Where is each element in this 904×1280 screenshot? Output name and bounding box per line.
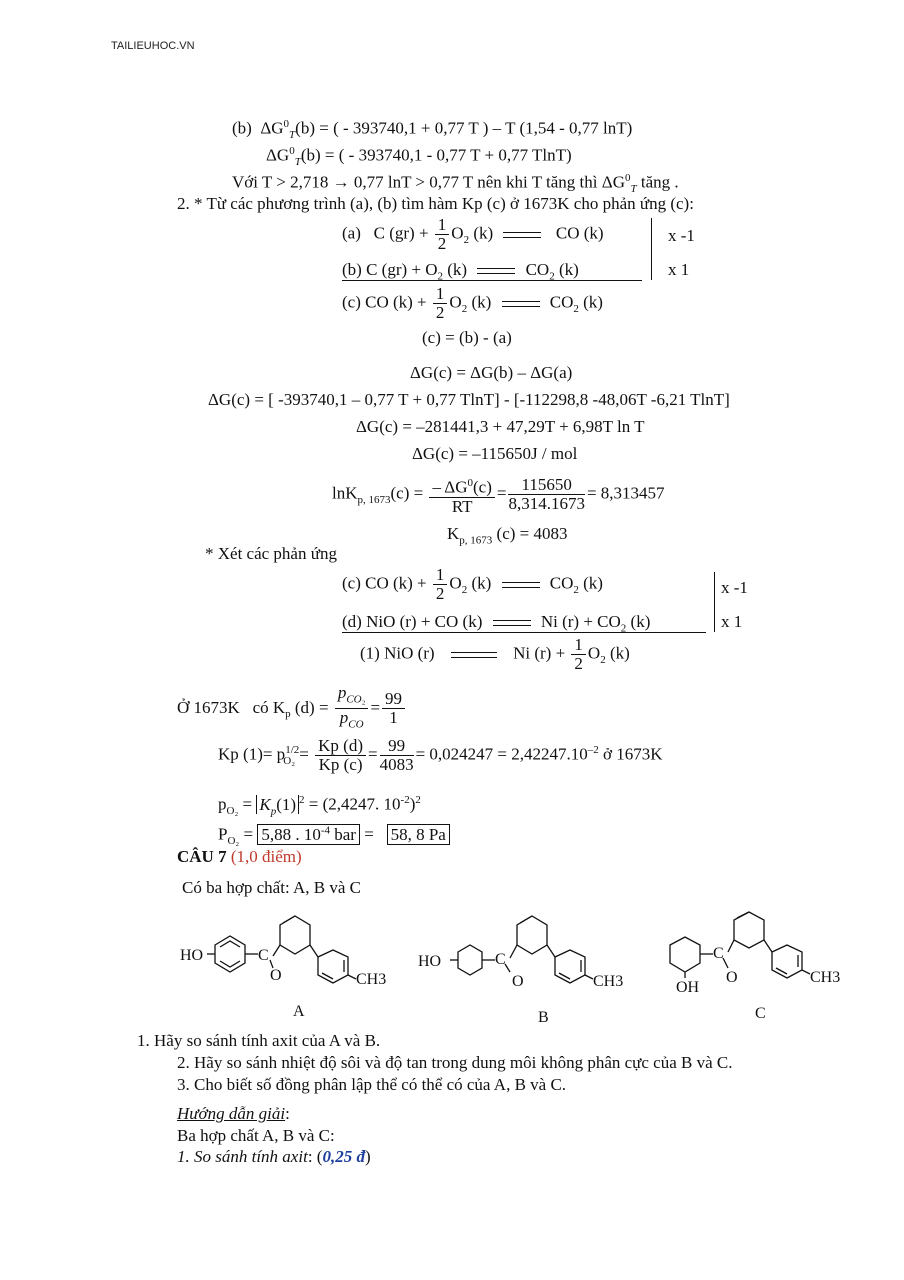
kp-d-line: Ở 1673K có $K_p$ (d) = $\frac{p_{CO_2}}{p_{CO}}$ = $\frac{99}{1}$ [177,684,407,734]
dg-eq2: ΔG(c) = [ -393740,1 – 0,77 T + 0,77 TlnT] - [-112298,8 -48,06T -6,21 TlnT] [208,390,730,409]
structure-a-o: O [270,967,282,984]
cau7-intro: Có ba hợp chất: A, B và C [182,878,361,897]
q2-intro: 2. * Từ các phương trình (a), (b) tìm hàm Kp (c) ở 1673K cho phản ứng (c): [177,194,694,213]
dg-eq3: ΔG(c) = –281441,3 + 47,29T + 6,98T ln T [356,417,645,436]
lnk-equation: lnK$_{p, 1673}$(c) = $\frac{- \Delta G^0(c)}{RT}$ = $\frac{115650}{8,314.1673}$ = 8,313457 [332,475,665,516]
rxn-b: (b) C $(gr) + O_2$ (k) $CO_2$ (k) [342,260,579,283]
structure-c-cyclohexyl-ring [670,937,700,972]
structure-b-cyclohexyl-ring [458,945,482,975]
structure-b-o: O [512,973,524,990]
dg-eq1: ΔG(c) = ΔG(b) – ΔG(a) [410,363,573,382]
structure-b-ch3: CH3 [593,973,624,990]
rxn2-c: (c) CO (k) + $\frac{1}{2}$ $O_2$ (k) $CO_2$ (k) [342,565,603,603]
po2-line1: $p_{O_2} = K_p(1) ^2 = (2,4247$. $10^{-2})^2$ [218,794,421,818]
rxn2-d: (d) NiO (r) + CO (k) Ni $(r) + CO_2$ (k) [342,612,651,635]
rxn-c: (c) CO (k) + $\frac{1}{2}$ $O_2$ (k) $CO_2$ (k) [342,284,603,322]
dg-eq4: ΔG(c) = –115650J / mol [412,444,578,463]
structure-a-ho: HO [180,947,204,964]
label-c: C [755,1005,766,1022]
part-b-line1: (b) $\Delta G^0_T(b)$ = ( - 393740,1 + 0,77 T ) – T (1,54 - 0,77 lnT) [232,118,633,142]
cau7-title: CÂU 7 (1,0 điểm) [177,847,302,866]
structures-figure [170,900,850,1030]
structure-c-c: C [713,945,724,962]
part-b-line3: Với T > 2,718 → 0,77 lnT > 0,77 T nên khi T tăng thì $\Delta G^0_T$ tăng . [232,172,679,196]
rxn-a: (a) C (gr) + $\frac{1}{2}$ $O_2$ (k) CO (k) [342,215,604,253]
site-header: TAILIEUHOC.VN [111,40,195,52]
guide-sub1: 1. So sánh tính axit: (0,25 đ) [177,1147,371,1166]
label-a: A [293,1003,305,1020]
part-b-line2: $\Delta G^0_T(b)$ = ( - 393740,1 - 0,77 T + 0,77 TlnT) [266,145,572,169]
structure-c-o: O [726,969,738,986]
structure-c-oh: OH [676,979,700,996]
rxn-b-factor: x 1 [668,260,690,279]
reactions2-intro: * Xét các phản ứng [205,544,337,563]
structure-a-ch3: CH3 [356,971,387,988]
structure-b-c: C [495,951,506,968]
kp-1-line: Kp $(1)= p^{1/2}_{O_2}$ = $\frac{Kp (d)}{Kp (c)}$ = $\frac{99}{4083}$ = $0,024247 = 2,42247.10^{-2}$ ở 1673K [218,736,663,774]
guide-line: Ba hợp chất A, B và C: [177,1126,335,1145]
rxn2-sum-line [342,632,706,633]
rxn-sum-line [342,280,642,281]
rxn-a-factor: x -1 [668,226,695,245]
structure-a-c: C [258,947,269,964]
label-b: B [538,1009,549,1026]
rxn2-d-factor: x 1 [721,612,743,631]
rxn2-1: (1) NiO (r) Ni (r) + $\frac{1}{2}$ $O_2$ (k) [360,635,630,673]
structure-c-ch3: CH3 [810,969,841,986]
factor-bar-2 [714,572,715,632]
c-equals-b-minus-a: (c) = (b) - (a) [422,328,512,347]
cau7-q1: 1. Hãy so sánh tính axit của A và B. [137,1031,381,1050]
cau7-q3: 3. Cho biết số đồng phân lập thể có thể có của A, B và C. [177,1075,567,1094]
structure-b-ho: HO [418,953,442,970]
kp-1673: $K_{p, 1673}$ (c) = 4083 [447,524,568,547]
po2-line2: $P_{O_2} = 5,88$ . $10^{-4}$ bar = 58, 8 Pa [218,820,450,851]
rxn2-c-factor: x -1 [721,578,748,597]
cau7-q2: 2. Hãy so sánh nhiệt độ sôi và độ tan trong dung môi không phân cực của B và C. [177,1053,733,1072]
factor-bar-1 [651,218,652,280]
guide-heading: Hướng dẫn giải: [177,1104,290,1123]
